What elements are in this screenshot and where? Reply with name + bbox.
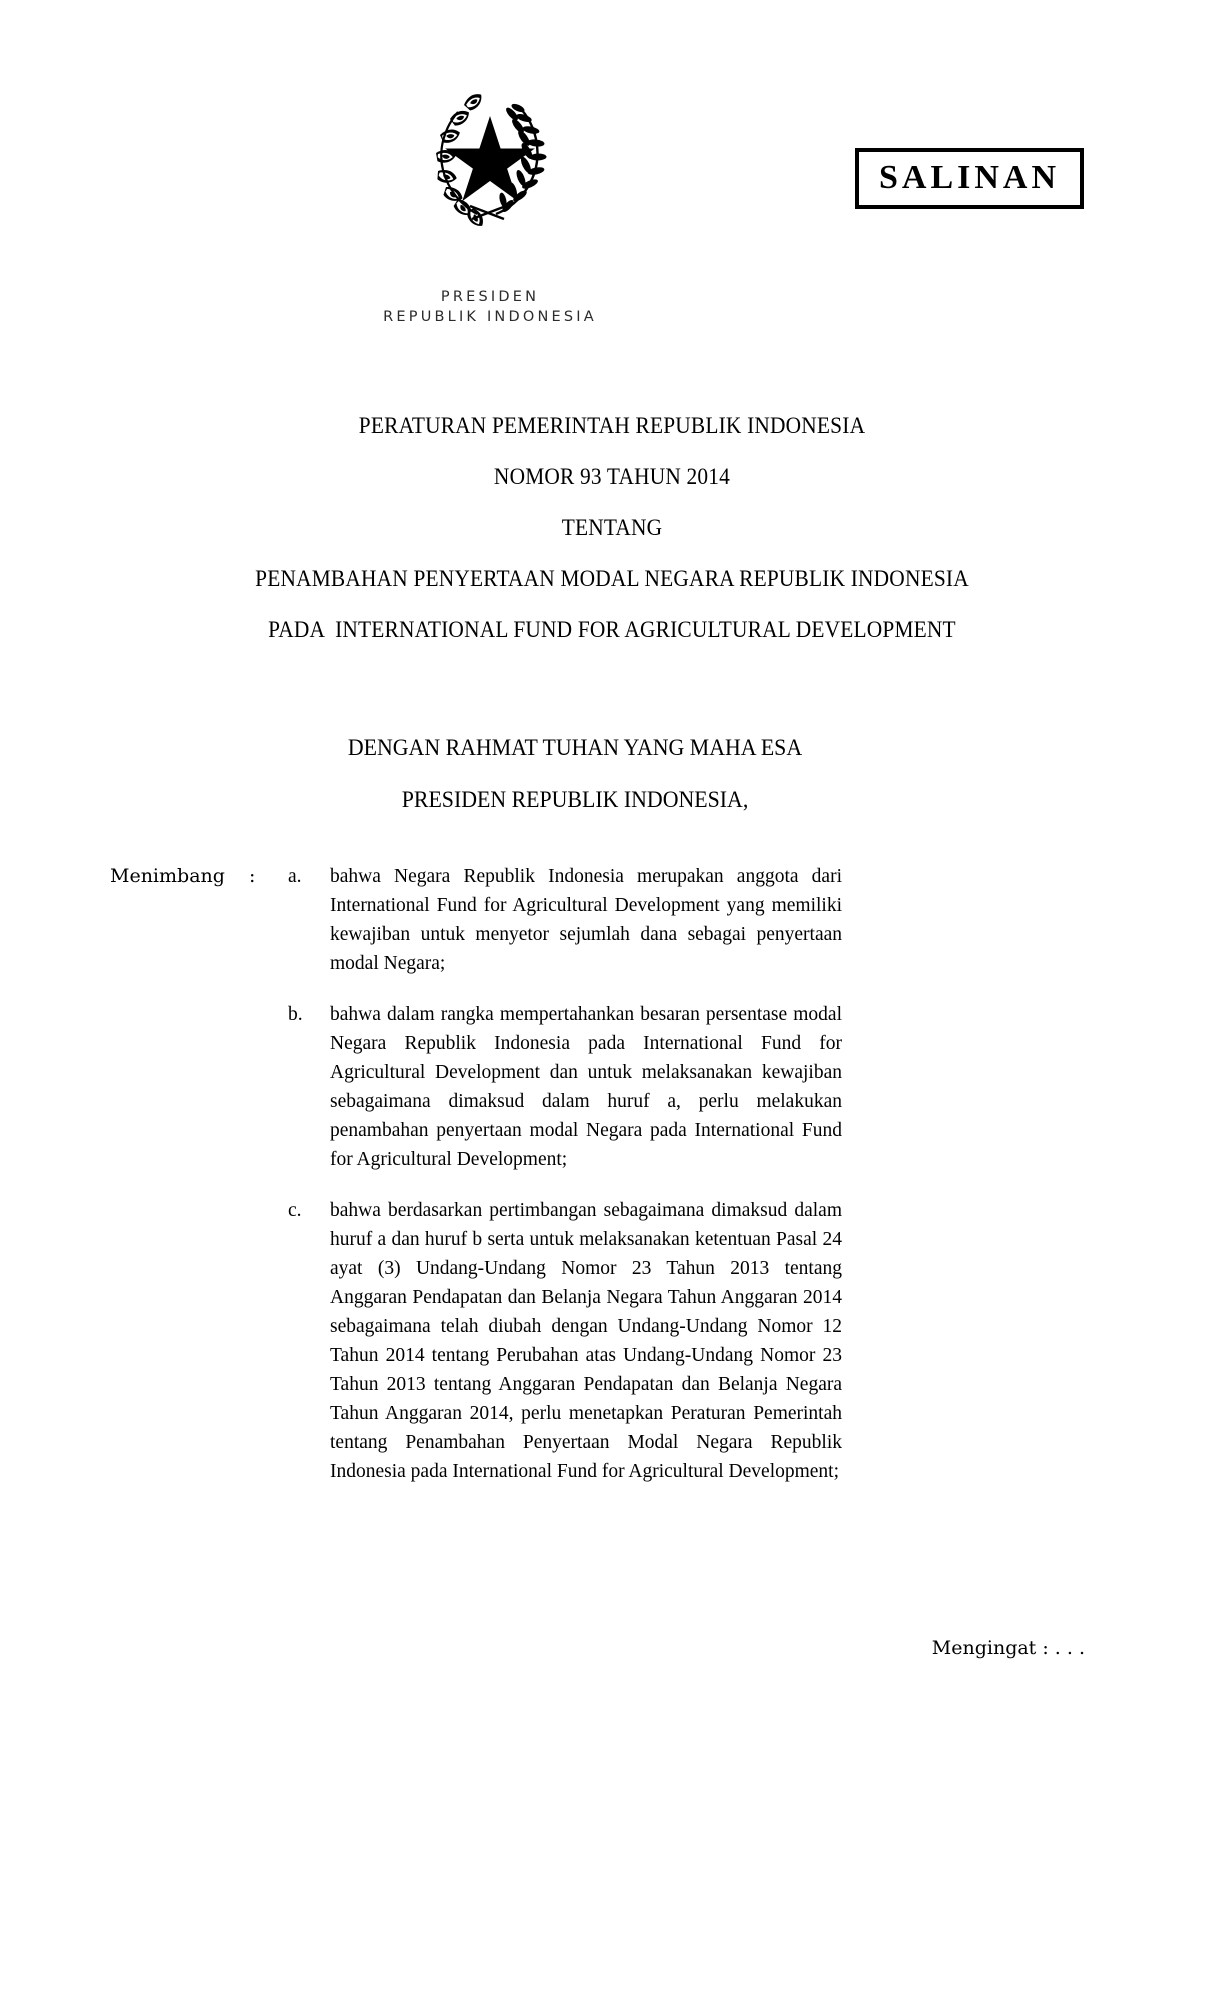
considering-text-c: bahwa berdasarkan pertimbangan sebagaimana dimaksud dalam huruf a dan huruf b serta untuk melaksanakan ketentuan Pasal 24 ayat (3) Undang-Undang Nomor 23 Tahun 2013 tentang Anggaran Pendapatan dan Belanja Negara Tahun Anggaran 2014 sebagaimana telah diubah dengan Undang-Undang Nomor 12 Tahun 2014 tentang Perubahan atas Undang-Undang Nomor 23 Tahun 2013 tentang Anggaran Pendapatan dan Belanja Negara Tahun Anggaran 2014, perlu menetapkan Peraturan Pemerintah tentang Penambahan Penyertaan Modal Negara Republik Indonesia pada International Fund for Agricultural Development; [330,1200,842,1482]
considering-text-a: bahwa Negara Republik Indonesia merupakan anggota dari International Fund for Agricultural Development yang memiliki kewajiban untuk menyetor sejumlah dana sebagai penyertaan modal Negara; [330,866,842,974]
title-line-number: NOMOR 93 TAHUN 2014 [493,464,731,489]
invocation-line-president: PRESIDEN REPUBLIK INDONESIA, [401,787,749,812]
considering-item-b [0,1000,1224,1174]
considering-colon: : [249,865,256,887]
page-catchword: Mengingat : . . . [931,1637,1085,1659]
considering-section [0,862,1224,1486]
considering-text-b: bahwa dalam rangka mempertahankan besaran persentase modal Negara Republik Indonesia pada International Fund for Agricultural Development dan untuk melaksanakan kewajiban sebagaimana dimaksud dalam huruf a, perlu melakukan penambahan penyertaan modal Negara pada International Fund for Agricultural Development; [330,1004,842,1170]
document-title [0,400,1224,655]
document-header [0,0,1224,340]
title-line-subject-1: PENAMBAHAN PENYERTAAN MODAL NEGARA REPUBLIK INDONESIA [255,566,969,591]
considering-label: Menimbang [110,865,225,887]
institution-line-2: REPUBLIK INDONESIA [383,309,597,325]
considering-marker-c: c. [288,1200,302,1221]
presidential-seal-icon [400,78,580,228]
considering-marker-a: a. [288,866,302,887]
invocation-block [0,722,1150,826]
title-line-about: TENTANG [561,515,663,540]
salinan-label: SALINAN [879,159,1061,196]
considering-marker-b: b. [288,1004,303,1025]
considering-item-a [0,862,1224,978]
institution-heading [0,287,980,327]
title-line-regulation: PERATURAN PEMERINTAH REPUBLIK INDONESIA [358,413,866,438]
title-line-subject-2: PADA INTERNATIONAL FUND FOR AGRICULTURAL DEVELOPMENT [268,617,956,642]
institution-line-1: PRESIDEN [440,289,540,305]
considering-item-c [0,1196,1224,1486]
invocation-line-blessing: DENGAN RAHMAT TUHAN YANG MAHA ESA [347,735,803,760]
salinan-stamp [855,148,1084,209]
